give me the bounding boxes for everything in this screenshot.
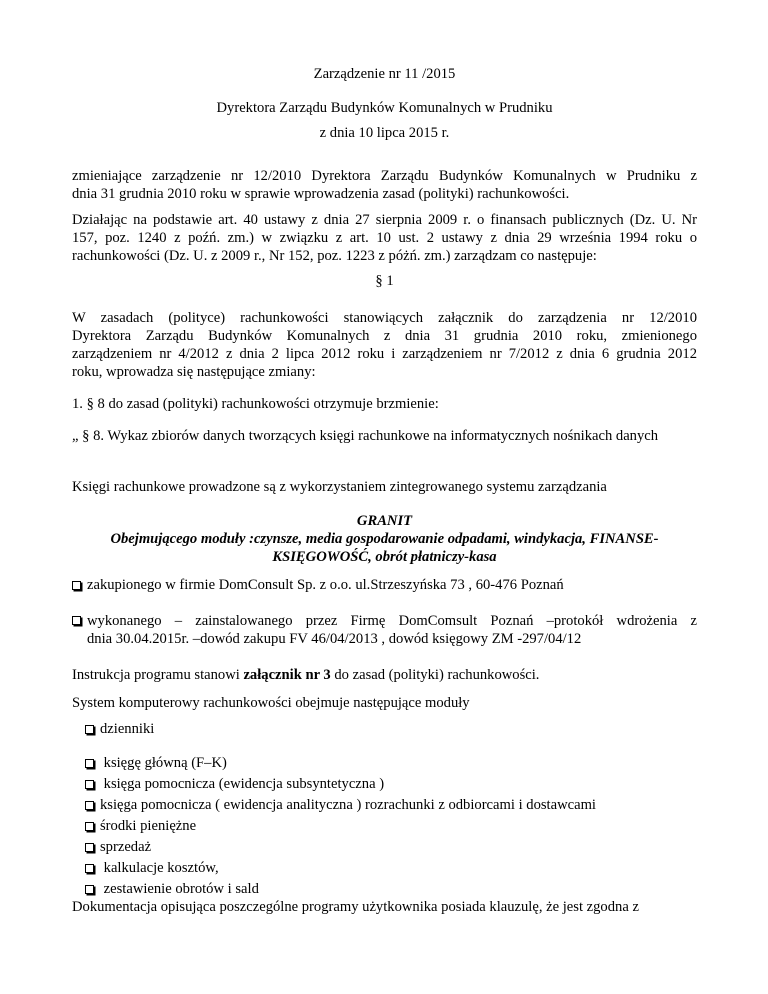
modules-description-line: KSIĘGOWOŚĆ, obrót płatniczy-kasa bbox=[272, 549, 497, 565]
instruction-text: Instrukcja programu stanowi bbox=[72, 667, 244, 683]
checkbox-bullet-icon bbox=[85, 864, 94, 873]
subject-line: dnia 31 grudnia 2010 roku w sprawie wprowadzenia zasad (polityki) rachunkowości. bbox=[72, 186, 570, 202]
module-item bbox=[85, 796, 596, 814]
closing-line: Dokumentacja opisująca poszczególne programy użytkownika posiada klauzulę, że jest zgodna z bbox=[72, 899, 639, 915]
books-intro: Księgi rachunkowe prowadzone są z wykorzystaniem zintegrowanego systemu zarządzania bbox=[72, 479, 607, 495]
module-item bbox=[85, 880, 259, 898]
subject-paragraph bbox=[72, 167, 697, 203]
document-issuer: Dyrektora Zarządu Budynków Komunalnych w Prudniku bbox=[216, 100, 553, 116]
checkbox-bullet-icon bbox=[85, 759, 94, 768]
section1-line: zarządzeniem nr 4/2012 z dnia 2 lipca 2012 roku i zarządzeniem nr 7/2012 z dnia 6 grudnia 2012 bbox=[72, 346, 697, 362]
document-date: z dnia 10 lipca 2015 r. bbox=[319, 125, 450, 141]
checkbox-bullet-icon bbox=[85, 725, 94, 734]
module-item-text: księgę główną (F–K) bbox=[100, 755, 227, 771]
module-item bbox=[85, 775, 384, 793]
module-item-text: kalkulacje kosztów, bbox=[100, 860, 219, 876]
module-item-text: zestawienie obrotów i sald bbox=[100, 881, 259, 897]
checkbox-bullet-icon bbox=[85, 801, 94, 810]
instruction-line bbox=[72, 666, 539, 684]
document-title: Zarządzenie nr 11 /2015 bbox=[313, 66, 456, 82]
acquisition-item bbox=[72, 576, 564, 594]
module-item-text: księga pomocnicza (ewidencja subsyntetyczna ) bbox=[100, 776, 385, 792]
checkbox-bullet-icon bbox=[72, 616, 81, 625]
subject-line: zmieniające zarządzenie nr 12/2010 Dyrektora Zarządu Budynków Komunalnych w Prudniku z bbox=[72, 168, 697, 184]
quote-line: „ § 8. Wykaz zbiorów danych tworzących księgi rachunkowe na informatycznych nośnikach danych bbox=[72, 428, 659, 444]
modules-intro: System komputerowy rachunkowości obejmuje następujące moduły bbox=[72, 695, 470, 711]
section-mark: § 1 bbox=[375, 273, 394, 289]
legal-basis-line: Działając na podstawie art. 40 ustawy z dnia 27 sierpnia 2009 r. o finansach publicznych (Dz. U. Nr bbox=[72, 212, 697, 228]
section1-line: W zasadach (polityce) rachunkowości stanowiących załącznik do zarządzenia nr 12/2010 bbox=[72, 310, 697, 326]
section1-line: Dyrektora Zarządu Budynków Komunalnych z dnia 31 grudnia 2010 roku, zmienionego bbox=[72, 328, 697, 344]
acquisition-item bbox=[72, 612, 697, 648]
module-item bbox=[85, 859, 219, 877]
checkbox-bullet-icon bbox=[85, 822, 94, 831]
legal-basis-line: rachunkowości (Dz. U. z 2009 r., Nr 152, poz. 1223 z póżń. zm.) zarządzam co następuje: bbox=[72, 248, 597, 264]
legal-basis-paragraph bbox=[72, 211, 697, 265]
instruction-text: do zasad (polityki) rachunkowości. bbox=[330, 667, 540, 683]
attachment-ref: załącznik nr 3 bbox=[243, 667, 331, 683]
module-item bbox=[85, 838, 151, 856]
modules-description-line: Obejmującego moduły :czynsze, media gospodarowanie odpadami, windykacja, FINANSE- bbox=[110, 531, 659, 547]
checkbox-bullet-icon bbox=[85, 843, 94, 852]
checkbox-bullet-icon bbox=[85, 885, 94, 894]
system-name: GRANIT bbox=[356, 513, 413, 529]
acquisition-item-text: wykonanego – zainstalowanego przez Firmę DomComsult Poznań –protokół wdrożenia z bbox=[87, 613, 697, 629]
module-item bbox=[85, 817, 196, 835]
module-item-text: środki pieniężne bbox=[100, 818, 197, 834]
module-item bbox=[85, 754, 227, 772]
section1-line: roku, wprowadza się następujące zmiany: bbox=[72, 364, 316, 380]
module-item bbox=[85, 720, 154, 738]
checkbox-bullet-icon bbox=[85, 780, 94, 789]
module-item-text: dzienniki bbox=[100, 721, 155, 737]
checkbox-bullet-icon bbox=[72, 581, 81, 590]
acquisition-item-text: zakupionego w firmie DomConsult Sp. z o.o. ul.Strzeszyńska 73 , 60-476 Poznań bbox=[87, 577, 564, 593]
point-1: 1. § 8 do zasad (polityki) rachunkowości otrzymuje brzmienie: bbox=[72, 396, 439, 412]
legal-basis-line: 157, poz. 1240 z poźń. zm.) w związku z art. 10 ust. 2 ustawy z dnia 29 września 1994 roku o bbox=[72, 230, 697, 246]
module-item-text: księga pomocnicza ( ewidencja analityczna ) rozrachunki z odbiorcami i dostawcami bbox=[100, 797, 596, 813]
section1-paragraph bbox=[72, 309, 697, 381]
module-item-text: sprzedaż bbox=[100, 839, 152, 855]
acquisition-item-text: dnia 30.04.2015r. –dowód zakupu FV 46/04/2013 , dowód księgowy ZM -297/04/12 bbox=[87, 631, 582, 647]
